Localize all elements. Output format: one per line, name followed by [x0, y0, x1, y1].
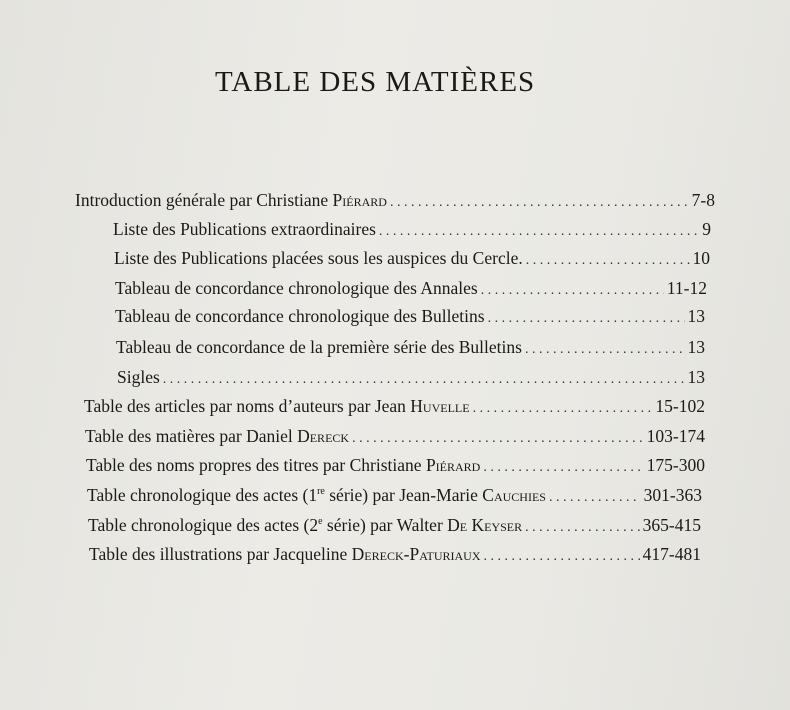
page-title: TABLE DES MATIÈRES — [215, 66, 536, 98]
dot-leader — [525, 514, 640, 542]
entry-pages: 103-174 — [646, 426, 705, 446]
dot-leader — [483, 454, 643, 482]
toc-entry — [115, 274, 707, 302]
entry-pages: 7-8 — [691, 190, 715, 210]
entry-label: Sigles — [117, 367, 160, 387]
entry-label: Table des matières par Daniel Dereck — [85, 426, 350, 446]
dot-leader — [481, 277, 664, 305]
entry-label: Tableau de concordance chronologique des Annales — [115, 278, 478, 298]
toc-entry — [89, 540, 701, 568]
entry-label: Liste des Publications extraordinaires — [113, 219, 376, 239]
toc-entry — [85, 422, 705, 450]
entry-label: Table des illustrations par Jacqueline Dereck-Paturiaux — [89, 544, 481, 564]
entry-pages: 9 — [702, 219, 711, 239]
entry-pages: 13 — [687, 367, 705, 387]
entry-label: Table chronologique des actes (2e série) par Walter De Keyser — [88, 515, 523, 535]
entry-pages: 13 — [687, 337, 705, 357]
toc-entry — [86, 451, 705, 479]
dot-leader — [549, 484, 641, 512]
toc-entry — [87, 481, 702, 509]
dot-leader — [484, 543, 640, 571]
entry-label: Tableau de concordance chronologique des Bulletins — [115, 306, 485, 326]
dot-leader — [163, 366, 685, 394]
dot-leader — [525, 336, 685, 364]
entry-pages: 13 — [687, 306, 705, 326]
toc-entry — [116, 333, 705, 361]
toc-entry — [117, 363, 705, 391]
entry-label: Tableau de concordance de la première série des Bulletins — [116, 337, 522, 357]
dot-leader — [488, 305, 685, 333]
entry-pages: 365-415 — [642, 515, 701, 535]
dot-leader — [379, 218, 699, 246]
entry-pages: 11-12 — [666, 278, 707, 298]
toc-entry — [88, 511, 701, 539]
toc-entry — [114, 244, 710, 272]
dot-leader — [473, 395, 653, 423]
dot-leader — [390, 189, 689, 217]
entry-pages: 175-300 — [646, 455, 705, 475]
toc-entry — [115, 302, 705, 330]
entry-label: Table des noms propres des titres par Christiane Piérard — [86, 455, 481, 475]
toc-entry — [84, 392, 705, 420]
entry-pages: 417-481 — [642, 544, 701, 564]
entry-pages: 15-102 — [655, 396, 705, 416]
entry-label: Liste des Publications placées sous les auspices du Cercle. — [114, 248, 523, 268]
entry-label: Table des articles par noms d’auteurs par Jean Huvelle — [84, 396, 470, 416]
toc-entry — [75, 186, 715, 214]
entry-label: Introduction générale par Christiane Piérard — [75, 190, 387, 210]
entry-pages: 301-363 — [643, 485, 702, 505]
entry-pages: 10 — [692, 248, 710, 268]
toc-entry — [113, 215, 711, 243]
dot-leader — [352, 425, 644, 453]
dot-leader — [526, 247, 690, 275]
entry-label: Table chronologique des actes (1re série) par Jean-Marie Cauchies — [87, 485, 546, 505]
